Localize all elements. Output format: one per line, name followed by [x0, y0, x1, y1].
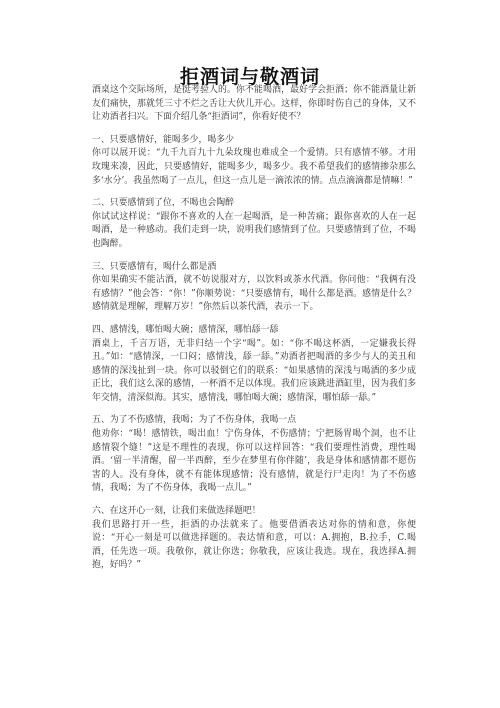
section-heading: 六、在这开心一刻，让我们来做选择题吧！ [92, 506, 261, 517]
section-heading: 二、只要感情到了位，不喝也会陶醉 [92, 198, 234, 209]
section-heading: 三、只要感情有，喝什么都是酒 [92, 261, 217, 272]
section-3 [92, 261, 416, 315]
section-paragraph: 酒桌上，千言万语，无非归结一个字“喝”。如：“你不喝这杯酒，一定嫌我长得丑。”如：“感情深，一口闷；感情浅，舔一舔。”劝酒者把喝酒的多少与人的美丑和感情的深浅扯到一块。你可以驳倒它们的联系：“如果感情的深浅与喝酒的多少成正比，我们这么深的感情，一杯酒不足以体现。我们应该跳进酒缸里，因为我们多年交情，清深似海。其实，感情浅，哪怕喝大碗；感情深，哪怕舔一舔。” [92, 338, 416, 403]
section-paragraph: 你试试这样说：“跟你不喜欢的人在一起喝酒，是一种苦痛；跟你喜欢的人在一起喝酒，是一种感动。我们走到一块，说明我们感情到了位。只要感情到了位，不喝也陶醉。 [92, 211, 416, 249]
intro-paragraph: 酒桌这个交际场所，是挺考验人的。你不能喝酒，最好学会拒酒；你不能酒量让新友们痛快，那就凭三寸不烂之舌让大伙儿开心。这样，你即时伤自己的身体，又不让劝酒者扫兴。下面介绍几条“拒酒词”，你看好使不？ [92, 85, 416, 123]
section-paragraph: 我们思路打开一些，拒酒的办法就来了。他要借酒表达对你的情和意，你便说：“开心一刻是可以做选择题的。表达情和意，可以：A.拥抱，B.拉手，C.喝酒，任先选一项。我敬你，就让你选；你敬我，应该让我选。现在，我选择A.拥抱，好吗？” [92, 519, 416, 571]
section-6 [92, 505, 416, 573]
section-2 [92, 197, 416, 251]
section-paragraph: 你可以展开说：“九千九百九十九朵玫瑰也难成全一个爱情。只有感情不够。才用玫瑰来凑，因此，只要感情好，能喝多少，喝多少。我不希望我们的感情掺杂那么多‘水分’。我虽然喝了一点儿，但这一点儿是一滴浓浓的情。点点滴滴都是情嘛！” [92, 148, 416, 186]
section-heading: 四、感情浅，哪怕喝大碗；感情深，哪怕舔一舔 [92, 324, 279, 335]
section-heading: 五、为了不伤感情，我喝；为了不伤身体，我喝一点 [92, 415, 297, 426]
section-5 [92, 414, 416, 496]
section-paragraph: 你如果确实不能沾酒，就不妨说服对方，以饮料或茶水代酒。你问他：“我俩有没有感情？”他会答：“你！”你顺势说：“只要感情有，喝什么都是酒。感情是什么？感情就是理解，理解万岁！”你然后以茶代酒，表示一下。 [92, 275, 416, 313]
section-1 [92, 134, 416, 188]
section-4 [92, 324, 416, 406]
section-paragraph: 他劝你：“喝！感情铁，喝出血！宁伤身体，不伤感情；宁把肠胃喝个洞，也不让感情裂个缝！”这是不理性的表现，你可以这样回答：“我们要理性消费，理性喝酒。‘留一半清醒，留一半西醉，至少在梦里有你伴随’，我是身体和感情都不愿伤害的人。没有身体，就不有能体现感情；没有感情，就是行尸走肉！为了不伤感情，我喝；为了不伤身体，我喝一点儿。” [92, 429, 416, 494]
section-heading: 一、只要感情好，能喝多少，喝多少 [92, 134, 234, 145]
article-body [92, 84, 416, 573]
page-title: 拒酒词与敬酒词 [179, 66, 320, 88]
